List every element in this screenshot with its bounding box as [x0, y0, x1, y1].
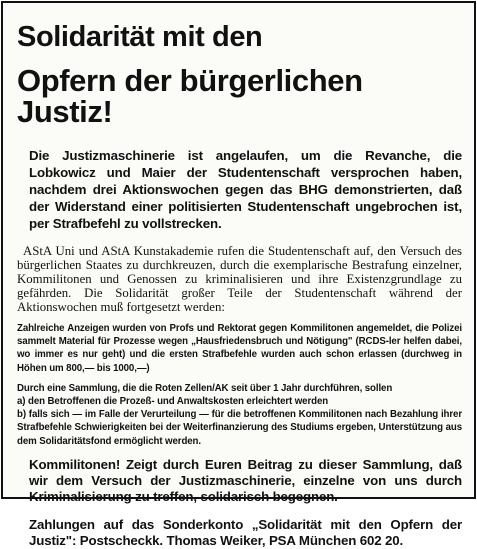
headline-line-1: Solidarität mit den — [17, 21, 263, 53]
headline-line-2: Opfern der bürgerlichen Justiz! — [17, 63, 363, 129]
appeal-text: AStA Uni und AStA Kunstakademie rufen die Studentenschaft auf, den Versuch des bürgerlichen Staates zu durchkreuzen, durch die exemplarische Bestrafung einzelner, Kommilitonen und Genossen zu kriminalisieren und ihre Existenzgrundlage zu gefährden. Die Solidarität großer Teile der Studentenschaft während der Aktionswochen muß fortgesetzt werden: — [17, 244, 462, 314]
collection-item-a: a) den Betroffenen die Prozeß- und Anwaltskosten erleichtert werden — [17, 396, 329, 408]
notice-paragraph-collection — [17, 382, 462, 448]
lead-paragraph: Die Justizmaschinerie ist angelaufen, um die Revanche, die Lobkowicz und Maier der Studentenschaft versprochen haben, nachdem drei Aktionswochen gegen das BHG demonstrierten, daß der Widerstand einer politisierten Studentenschaft ungebrochen ist, per Strafbefehl zu vollstrecken. — [29, 148, 462, 231]
notice-paragraph-charges: Zahlreiche Anzeigen wurden von Profs und Rektorat gegen Kommilitonen angemeldet, die Polizei sammelt Material für Prozesse wegen „Hausfriedensbruch und Nötigung" (RCDS-ler helfen dabei, wo immer es nur geht) und die ersten Strafbefehle wurden auch schon erlassen (durchweg in Höhen um 800,— bis 1000,—) — [17, 323, 462, 374]
collection-item-b: b) falls sich — im Falle der Verurteilung — für die betroffenen Kommilitonen nach Bezahlung ihrer Strafbefehle Schwierigkeiten bei der Weiterfinanzierung des Studiums ergeben, Unterstützung aus dem Solidaritätsfond ermöglicht werden. — [17, 409, 462, 447]
collection-intro: Durch eine Sammlung, die die Roten Zellen/AK seit über 1 Jahr durchführen, sollen — [17, 382, 393, 394]
bank-account-notice: Zahlungen auf das Sonderkonto „Solidarität mit den Opfern der Justiz": Postscheckk. Thomas Weiker, PSA München 602 20. — [29, 516, 462, 548]
leaflet — [1, 1, 476, 548]
closing-appeal: Kommilitonen! Zeigt durch Euren Beitrag zu dieser Sammlung, daß wir dem Versuch der Justizmaschinerie, einzelne von uns durch Kriminalisierung zu treffen, solidarisch begegnen. — [29, 456, 462, 504]
appeal-paragraph — [17, 244, 462, 314]
